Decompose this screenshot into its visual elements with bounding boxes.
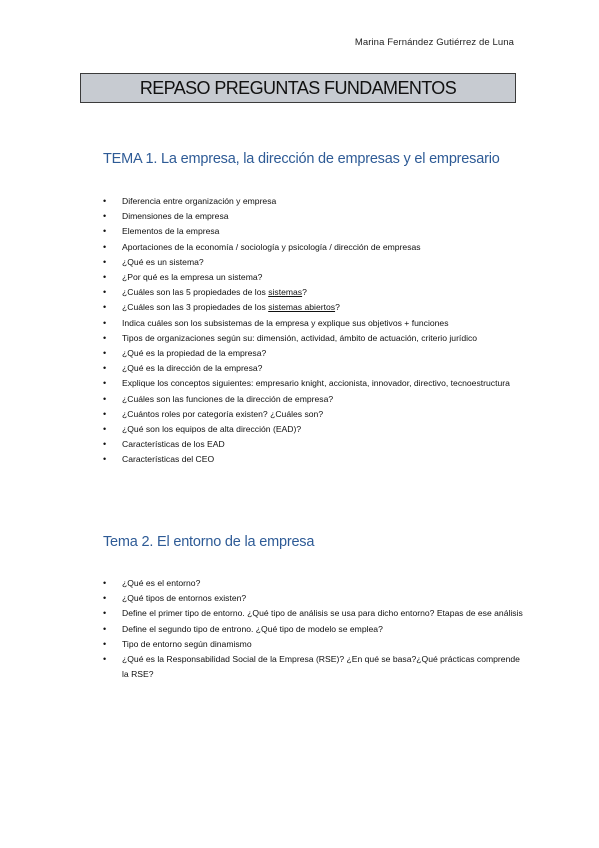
item-text: ¿Cuáles son las 5 propiedades de los	[122, 287, 269, 298]
header-author: Marina Fernández Gutiérrez de Luna	[354, 37, 514, 48]
underlined-term: sistemas	[268, 287, 303, 298]
list-item: • ¿Qué es la dirección de la empresa?	[103, 361, 523, 376]
item-text: ?	[335, 302, 340, 313]
list-item: • ¿Qué son los equipos de alta dirección (EAD)?	[103, 422, 523, 437]
question-list-tema-1	[103, 194, 523, 468]
list-item: • Características del CEO	[103, 452, 523, 467]
list-item: • Tipos de organizaciones según su: dimensión, actividad, ámbito de actuación, criterio jurídico	[103, 331, 523, 346]
list-item: • Diferencia entre organización y empresa	[103, 194, 523, 209]
list-item: • ¿Qué es la propiedad de la empresa?	[103, 346, 523, 361]
list-item: • Tipo de entorno según dinamismo	[103, 637, 523, 652]
underlined-term: sistemas abiertos	[268, 302, 336, 313]
list-item: • Explique los conceptos siguientes: empresario knight, accionista, innovador, directivo, tecnoestructura	[103, 376, 523, 391]
list-item: • ¿Cuántos roles por categoría existen? ¿Cuáles son?	[103, 407, 523, 422]
list-item: • Dimensiones de la empresa	[103, 209, 523, 224]
list-item: • Indica cuáles son los subsistemas de la empresa y explique sus objetivos + funciones	[103, 316, 523, 331]
list-item: • ¿Qué es un sistema?	[103, 255, 523, 270]
document-title: REPASO PREGUNTAS FUNDAMENTOS	[80, 73, 516, 103]
list-item: • Aportaciones de la economía / sociología y psicología / dirección de empresas	[103, 240, 523, 255]
item-text: ¿Cuáles son las 3 propiedades de los	[122, 302, 269, 313]
list-item: • Elementos de la empresa	[103, 224, 523, 239]
list-item: • ¿Por qué es la empresa un sistema?	[103, 270, 523, 285]
section-heading-tema-2: Tema 2. El entorno de la empresa	[103, 534, 315, 550]
list-item: • Características de los EAD	[103, 437, 523, 452]
item-text: ?	[302, 287, 307, 298]
question-list-tema-2	[103, 576, 523, 682]
list-item	[103, 285, 523, 300]
list-item: • Define el segundo tipo de entrono. ¿Qué tipo de modelo se emplea?	[103, 622, 523, 637]
list-item: • ¿Qué es el entorno?	[103, 576, 523, 591]
list-item: • Define el primer tipo de entorno. ¿Qué tipo de análisis se usa para dicho entorno? Etapas de ese análisis	[103, 606, 523, 621]
list-item: • ¿Qué tipos de entornos existen?	[103, 591, 523, 606]
list-item: • ¿Cuáles son las funciones de la dirección de empresa?	[103, 392, 523, 407]
section-heading-tema-1: TEMA 1. La empresa, la dirección de empresas y el empresario	[103, 151, 500, 167]
list-item	[103, 300, 523, 315]
list-item: • ¿Qué es la Responsabilidad Social de la Empresa (RSE)? ¿En qué se basa?¿Qué prácticas comprende la RSE?	[103, 652, 523, 682]
